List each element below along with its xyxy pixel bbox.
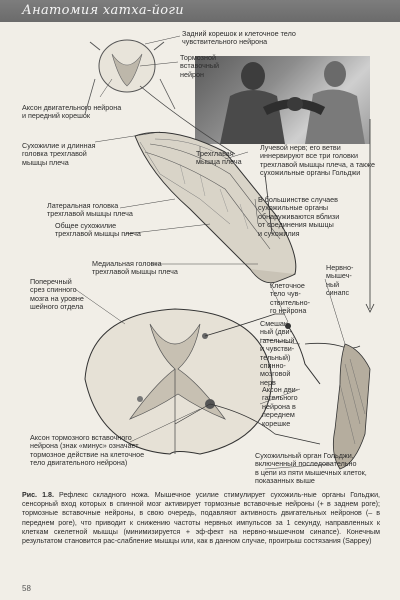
label-triceps: Трехглавая мышца плеча xyxy=(196,149,242,167)
label-neuromuscular-synapse: Нервно- мышеч- ный синапс xyxy=(326,263,354,298)
label-golgi-organ: Сухожильный орган Гольджи, включенный последовательно в цепи из пяти мышечных клеток, показанных выше xyxy=(255,451,367,486)
header-title: Анатомия хатха-йоги xyxy=(22,3,184,18)
label-common-tendon: Общее сухожилие трехглавой мышцы плеча xyxy=(55,221,141,239)
label-motor-axon: Аксон двигательного нейрона и передний корешок xyxy=(22,103,122,121)
label-radial-nerve: Лучевой нерв; его ветви иннервируют все три головки трехглавой мышцы плеча, а также сухожильные органы Гольджи xyxy=(260,143,376,178)
label-sensory-cell-body: Клеточное тело чув- ствительно- го нейрона xyxy=(270,281,310,316)
figure-1-8 xyxy=(0,24,400,489)
figure-number: Рис. 1.8. xyxy=(22,491,54,499)
label-golgi-location: В большинстве случаев сухожильные органы обнаруживаются вблизи от соединения мышцы и сухожилия xyxy=(258,195,340,238)
label-tendon-long-head: Сухожилие и длинная головка трехглавой мышцы плеча xyxy=(22,141,96,167)
label-motor-axon-anterior: Аксон дви- гательного нейрона в переднем корешке xyxy=(262,385,299,428)
label-dorsal-root: Задний корешок и клеточное тело чувствительного нейрона xyxy=(182,29,296,47)
figure-caption xyxy=(22,491,380,546)
label-medial-head: Медиальная головка трехглавой мышцы плеча xyxy=(92,259,178,277)
label-cross-section: Поперечный срез спинного мозга на уровне шейного отдела xyxy=(30,277,84,312)
label-lateral-head: Латеральная головка трехглавой мышцы плеча xyxy=(47,201,133,219)
label-mixed-nerve: Смешан- ный (дви- гательный и чувстви- тельный) спинно- мозговой нерв xyxy=(260,319,295,387)
page-number: 58 xyxy=(22,584,31,593)
label-inhibitory-axon: Аксон тормозного вставочного нейрона (знак «минус» означает тормозное действие на клеточное тело двигательного нейрона) xyxy=(30,433,145,468)
label-inhibitory-neuron: Тормозной вставочный нейрон xyxy=(180,53,220,79)
anatomy-diagram xyxy=(0,24,400,489)
running-header xyxy=(0,0,400,22)
caption-text: Рефлекс складного ножа. Мышечное усилие стимулирует сухожиль-ные органы Гольджи, сенсорный вход которых в спинной мозг активирует тормозные вставочные нейроны (+ в заднем роге); тормозные вставочные нейроны, в свою очередь, подавляют активность двигательных нейронов (– в переднем роге), что приводит к снижению частоты нервных импульсов за 1 секунду, направленных к клеткам скелетной мышцы (минимизируется + эф-фект на нервно-мышечном синапсе). Конечным результатом становится рас-слабление мышцы или, как в данном случае, проигрыш состязания (Sappey) xyxy=(22,491,381,546)
